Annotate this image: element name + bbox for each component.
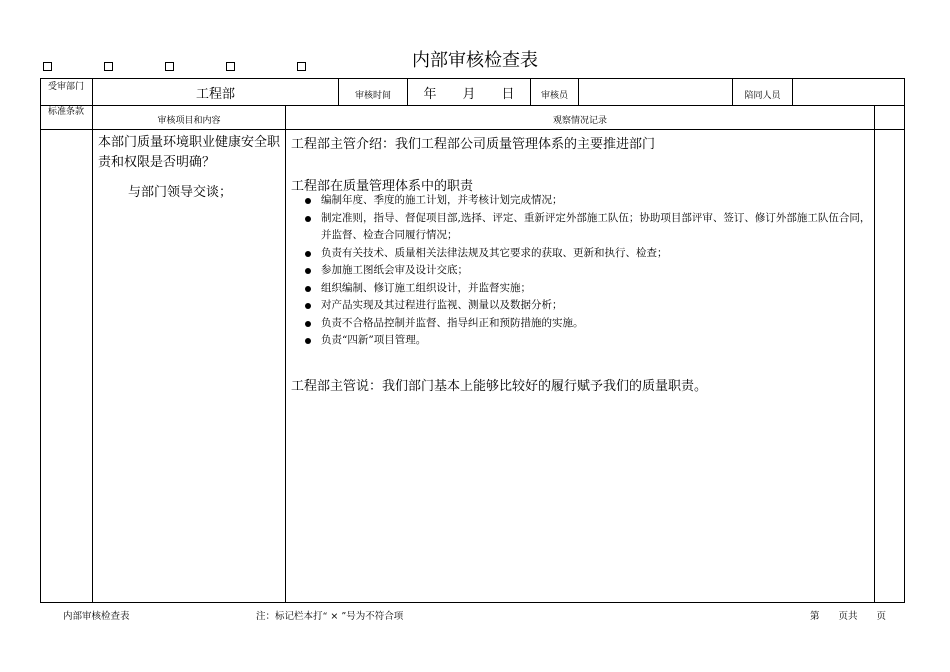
bullet-icon — [305, 286, 311, 292]
mark-column-cell[interactable] — [876, 131, 903, 600]
audit-time-label: 审核时间 — [354, 91, 391, 101]
list-item: 编制年度、季度的施工计划，并考核计划完成情况； — [287, 192, 872, 210]
page-title: 内部审核检查表 — [412, 50, 538, 71]
list-item: 负责有关技术、质量相关法律法规及其它要求的获取、更新和执行、检查； — [287, 245, 872, 263]
footer-form-name: 内部审核检查表 — [63, 611, 130, 622]
audit-date-value[interactable]: 年 月 日 — [423, 87, 515, 102]
list-item: 负责“四新”项目管理。 — [287, 332, 872, 350]
auditor-field[interactable] — [580, 80, 730, 104]
bullet-icon — [305, 321, 311, 327]
list-item: 参加施工图纸会审及设计交底； — [287, 262, 872, 280]
bullet-icon — [305, 268, 311, 274]
bullet-icon — [305, 303, 311, 309]
list-item: 负责不合格品控制并监督、指导纠正和预防措施的实施。 — [287, 315, 872, 333]
list-item: 组织编制、修订施工组织设计，并监督实施； — [287, 280, 872, 298]
record-intro: 工程部主管介绍：我们工程部公司质量管理体系的主要推进部门 — [291, 137, 656, 152]
checkbox-icon[interactable] — [43, 62, 52, 71]
bullet-icon — [305, 216, 311, 222]
checkbox-icon[interactable] — [104, 62, 113, 71]
auditor-label: 审核员 — [540, 91, 568, 101]
dept-value[interactable]: 工程部 — [195, 87, 235, 102]
duties-list — [287, 192, 872, 350]
checkbox-icon[interactable] — [165, 62, 174, 71]
bullet-icon — [305, 338, 311, 344]
bullet-icon — [305, 198, 311, 204]
list-item: 制定准则，指导、督促项目部,选择、评定、重新评定外部施工队伍；协助项目部评审、签订、修订外部施工队伍合同，并监督、检查合同履行情况； — [287, 210, 872, 245]
bullet-icon — [305, 251, 311, 257]
list-item: 对产品实现及其过程进行监视、测量以及数据分析； — [287, 297, 872, 315]
audit-question: 本部门质量环境职业健康安全职责和权限是否明确？ — [98, 135, 281, 170]
record-column-header: 观察情况记录 — [552, 116, 607, 126]
footer-page-number: 第 页共 页 — [810, 611, 887, 622]
standard-column-header: 标准条款 — [47, 107, 84, 117]
footer-note: 注：标记栏本打“ × ”号为不符合项 — [256, 611, 404, 622]
checkbox-icon[interactable] — [226, 62, 235, 71]
audit-method: 与部门领导交谈； — [128, 185, 233, 200]
record-conclusion: 工程部主管说：我们部门基本上能够比较好的履行赋予我们的质量职责。 — [291, 379, 708, 394]
accompany-field[interactable] — [794, 80, 902, 104]
dept-label: 受审部门 — [47, 82, 84, 92]
items-column-header: 审核项目和内容 — [157, 116, 221, 126]
checkbox-icon[interactable] — [297, 62, 306, 71]
duties-title: 工程部在质量管理体系中的职责 — [291, 179, 474, 194]
accompany-label: 陪同人员 — [744, 91, 781, 101]
